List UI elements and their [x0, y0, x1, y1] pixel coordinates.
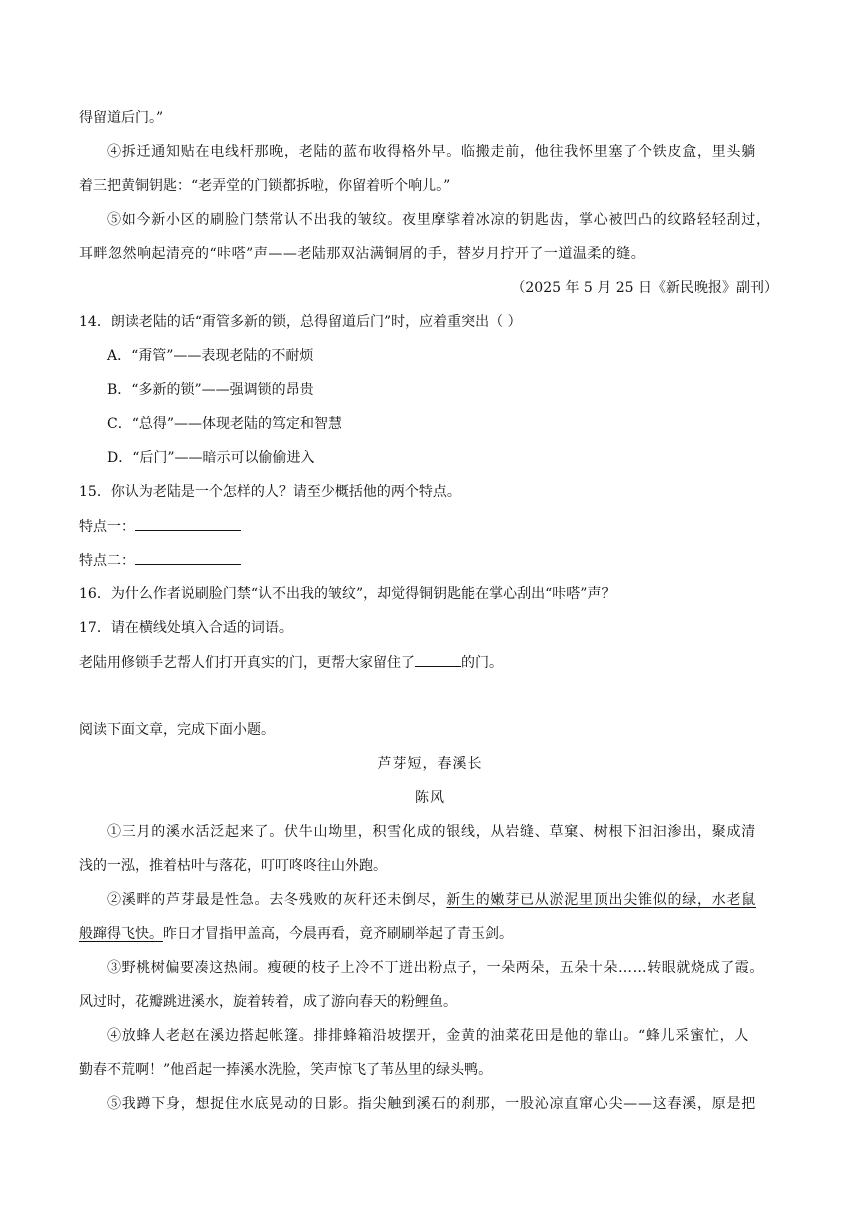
passage1-para4-line1: ④拆迁通知贴在电线杆那晚，老陆的蓝布收得格外早。临搬走前，他往我怀里塞了个铁皮盒，里头躺 [107, 144, 756, 160]
q15-trait1-label: 特点一： [79, 519, 135, 535]
q17-sentence-before: 老陆用修锁手艺帮人们打开真实的门，更帮大家留住了 [79, 655, 415, 671]
q14-option-a[interactable]: A．“甭管”——表现老陆的不耐烦 [107, 348, 314, 364]
passage2-p1-line2: 浅的一泓，推着枯叶与落花，叮叮咚咚往山外跑。 [79, 858, 387, 874]
passage2-p1-line1: ①三月的溪水活泛起来了。伏牛山坳里，积雪化成的银线，从岩缝、草窠、树根下汩汩渗出，聚成清 [107, 824, 756, 840]
passage1-source: （2025 年 5 月 25 日《新民晚报》副刊） [511, 280, 778, 296]
passage1-para4-line2: 着三把黄铜钥匙：“老弄堂的门锁都拆啦，你留着听个响儿。” [79, 178, 451, 194]
passage1-para5-line1: ⑤如今新小区的刷脸门禁常认不出我的皱纹。夜里摩挲着冰凉的钥匙齿，掌心被凹凸的纹路轻轻刮过， [107, 212, 771, 228]
passage2-p2-underlined-2: 般蹿得飞快。 [79, 926, 163, 942]
q14-option-d[interactable]: D．“后门”——暗示可以偷偷进入 [107, 450, 315, 466]
q17-sentence [79, 652, 503, 673]
passage2-p2-underlined-1: 新生的嫩芽已从淤泥里顶出尖锥似的绿，水老鼠 [446, 892, 756, 908]
q14-stem: 14．朗读老陆的话“甭管多新的锁，总得留道后门”时，应着重突出（ ） [79, 314, 522, 330]
passage2-p2-line1 [107, 890, 756, 910]
q15-trait2 [79, 550, 241, 571]
passage2-p3-line2: 风过时，花瓣跳进溪水，旋着转着，成了游向春天的粉鲤鱼。 [79, 994, 457, 1010]
passage2-p5-line1: ⑤我蹲下身，想捉住水底晃动的日影。指尖触到溪石的刹那，一股沁凉直窜心尖——这春溪，原是把 [107, 1096, 756, 1112]
passage2-p2-line2 [79, 924, 513, 944]
q15-trait1 [79, 516, 241, 537]
passage2-p2-line2-b: 昨日才冒指甲盖高，今晨再看，竟齐刷刷举起了青玉剑。 [163, 926, 513, 942]
q14-option-b[interactable]: B．“多新的锁”——强调锁的昂贵 [107, 382, 314, 398]
passage2-p3-line1: ③野桃树偏要凑这热闹。瘦硬的枝子上冷不丁迸出粉点子，一朵两朵，五朵十朵……转眼就烧成了霞。 [107, 960, 764, 976]
q17-stem: 17．请在横线处填入合适的词语。 [79, 620, 293, 636]
passage2-intro: 阅读下面文章，完成下面小题。 [79, 722, 275, 738]
q16-stem: 16．为什么作者说刷脸门禁“认不出我的皱纹”，却觉得铜钥匙能在掌心刮出“咔嗒”声？ [79, 586, 616, 602]
passage2-p4-line2: 勤春不荒啊！”他舀起一捧溪水洗脸，笑声惊飞了苇丛里的绿头鸭。 [79, 1062, 493, 1078]
passage2-p2-line1-a: ②溪畔的芦芽最是性急。去冬残败的灰秆还未倒尽， [107, 892, 447, 908]
passage2-p4-line1: ④放蜂人老赵在溪边搭起帐篷。排排蜂箱沿坡摆开，金黄的油菜花田是他的靠山。“蜂儿采蜜忙，人 [107, 1028, 750, 1044]
q14-option-c[interactable]: C．“总得”——体现老陆的笃定和智慧 [107, 416, 343, 432]
q15-trait2-blank[interactable] [135, 550, 241, 565]
q15-stem: 15．你认为老陆是一个怎样的人？请至少概括他的两个特点。 [79, 484, 461, 500]
q15-trait1-blank[interactable] [135, 516, 241, 531]
q17-blank[interactable] [415, 652, 461, 667]
passage2-author: 陈风 [415, 790, 445, 806]
passage2-title: 芦芽短，春溪长 [377, 756, 483, 772]
q17-sentence-after: 的门。 [461, 655, 503, 671]
q15-trait2-label: 特点二： [79, 553, 135, 569]
passage1-para5-line2: 耳畔忽然响起清亮的“咔嗒”声——老陆那双沾满铜屑的手，替岁月拧开了一道温柔的缝。 [79, 246, 646, 262]
passage1-para3-tail: 得留道后门。” [79, 110, 164, 126]
